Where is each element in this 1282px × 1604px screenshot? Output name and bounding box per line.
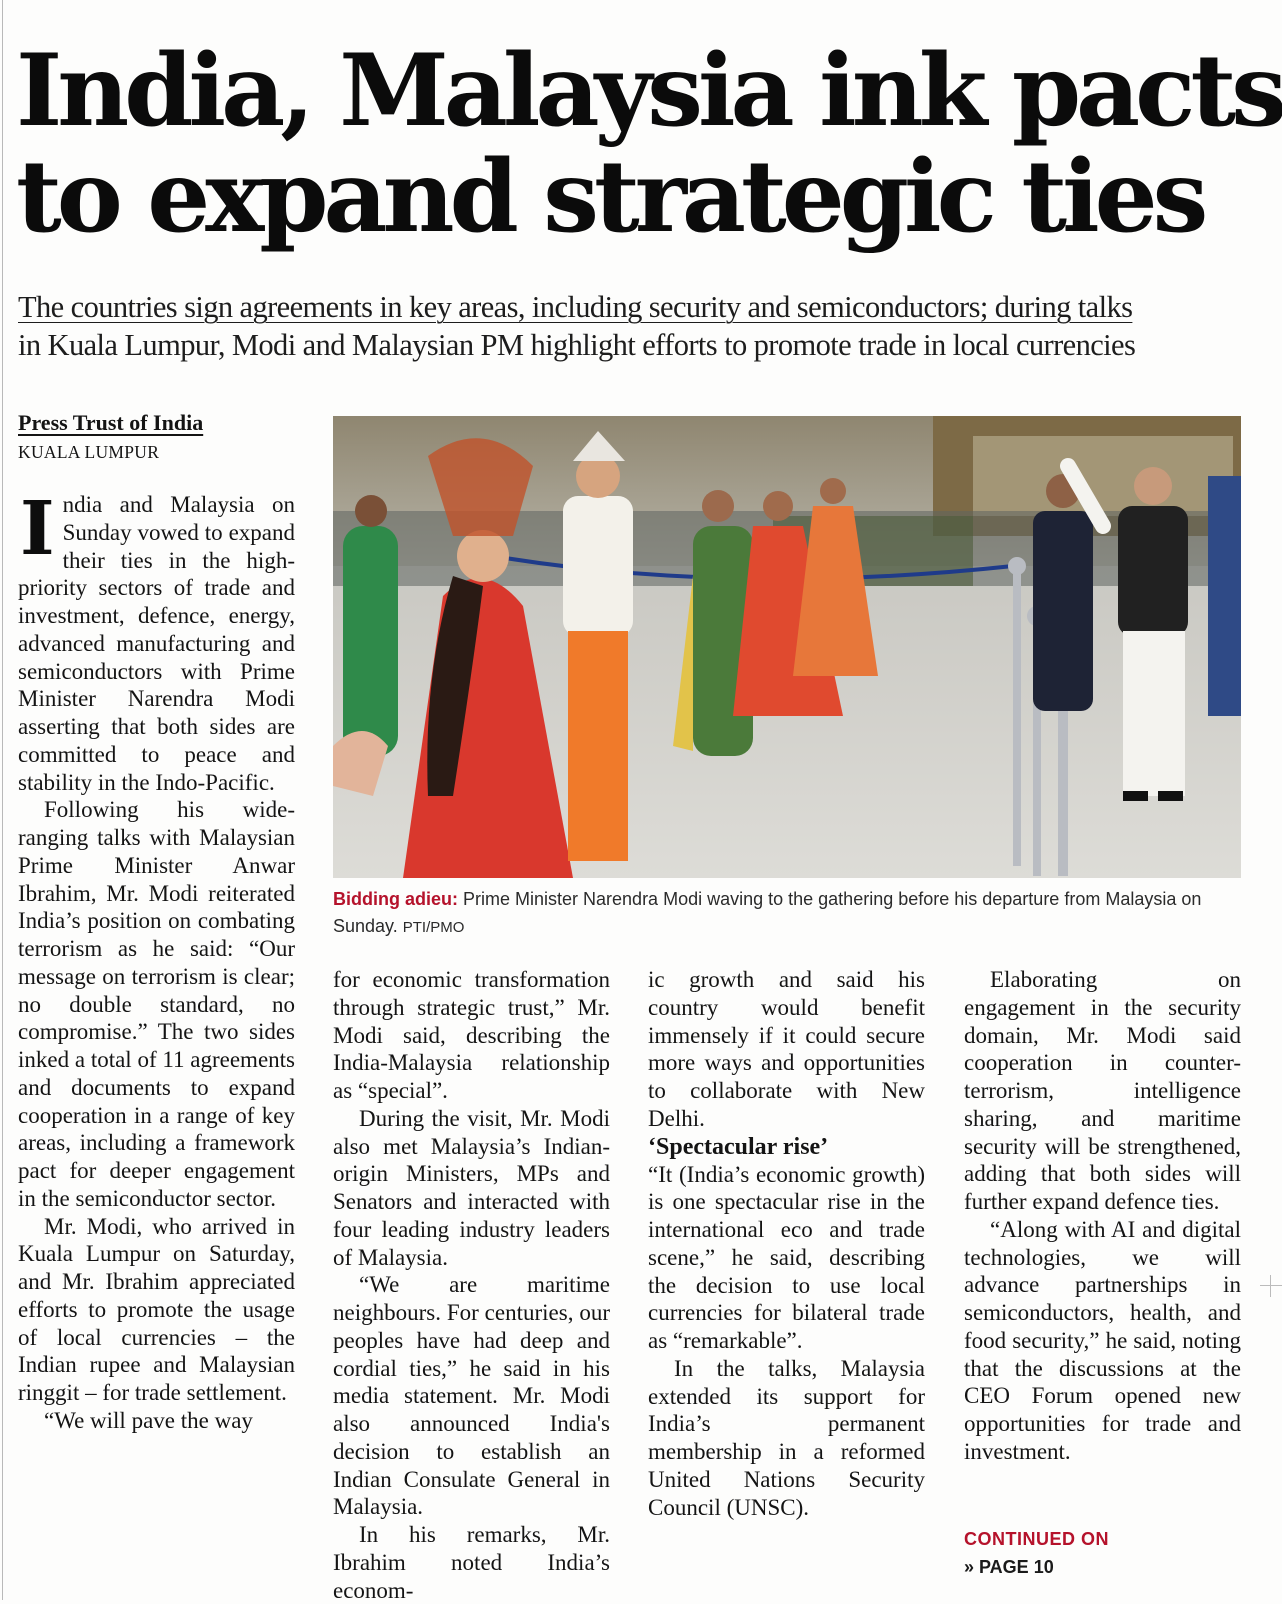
deck-line-2: in Kuala Lumpur, Modi and Malaysian PM highlight efforts to promote trade in local currencies: [18, 328, 1136, 362]
news-photo: [333, 416, 1241, 878]
headline-line-2: to expand strategic ties: [16, 139, 1204, 255]
caption-lead: Bidding adieu:: [333, 889, 458, 909]
article-paragraph-11: “Along with AI and digital technologies, we will advance partnerships in semiconductors, health, and food security,” he said, noting that the discussions at the CEO Forum opened new opportunities for trade and investment.: [964, 1216, 1241, 1464]
article-column-1: [18, 486, 295, 1435]
article-paragraph-7-start: In his remarks, Mr. Ibrahim noted India’s econom-: [333, 1522, 610, 1603]
article-paragraph-7-end: ic growth and said his country would benefit immensely if it could secure more ways and opportunities to collaborate with New Delhi.: [648, 967, 925, 1131]
continued-label: CONTINUED ON: [964, 1529, 1109, 1549]
deck-line-1: The countries sign agreements in key areas, including security and semiconductors; during talks: [18, 290, 1133, 324]
article-paragraph-3: Mr. Modi, who arrived in Kuala Lumpur on Saturday, and Mr. Ibrahim appreciated efforts to promote the usage of local currencies – the Indian rupee and Malaysian ringgit – for trade settlement.: [18, 1213, 295, 1405]
drop-cap: I: [20, 486, 55, 572]
headline-line-1: India, Malaysia ink pacts: [16, 33, 1282, 149]
subheading: ‘Spectacular rise’: [648, 1133, 829, 1160]
article-paragraph-1: [18, 486, 295, 796]
article-column-4: [964, 966, 1241, 1466]
continued-on[interactable]: [964, 1525, 1109, 1581]
headline: [16, 33, 1282, 255]
dateline: KUALA LUMPUR: [18, 442, 160, 462]
photo-credit: PTI/PMO: [402, 919, 465, 936]
article-paragraph-4-start: “We will pave the way: [44, 1407, 253, 1433]
photo-illustration: [333, 416, 1241, 878]
article-paragraph-2: Following his wide-ranging talks with Malaysian Prime Minister Anwar Ibrahim, Mr. Modi reiterated India’s position on combating terrorism as he said: “Our message on terrorism is clear; no double standard, no compromise.” The two sides inked a total of 11 agreements and documents to expand cooperation in a range of key areas, including a framework pact for deeper engagement in the semiconductor sector.: [18, 797, 295, 1211]
byline: Press Trust of India: [18, 410, 204, 435]
article-paragraph-6: “We are maritime neighbours. For centuries, our peoples have had deep and cordial ties,” he said in his media statement. Mr. Modi also announced India's decision to establish an Indian Consulate General in Malaysia.: [333, 1272, 610, 1520]
page-edge-line: [2, 0, 3, 1600]
article-paragraph-5: During the visit, Mr. Modi also met Malaysia’s Indian-origin Ministers, MPs and Senators and interacted with four leading industry leaders of Malaysia.: [333, 1105, 610, 1270]
article-paragraph-10: Elaborating on engagement in the security domain, Mr. Modi said cooperation in counter-terrorism, intelligence sharing, and maritime security will be strengthened, adding that both sides will further expand defence ties.: [964, 967, 1241, 1214]
article-paragraph-9: In the talks, Malaysia extended its support for India’s permanent membership in a reformed United Nations Security Council (UNSC).: [648, 1355, 925, 1520]
article-column-2: [333, 966, 610, 1604]
article-paragraph-4-end: for economic transformation through strategic trust,” Mr. Modi said, describing the India-Malaysia relationship as “special”.: [333, 967, 610, 1103]
crosshair-mark: [1260, 1275, 1282, 1297]
article-paragraph-8: “It (India’s economic growth) is one spectacular rise in the international eco and trade scene,” he said, describing the decision to use local currencies for bilateral trade as “remarkable”.: [648, 1161, 925, 1353]
continued-page[interactable]: » PAGE 10: [964, 1557, 1054, 1577]
paragraph-text: ndia and Malaysia on Sunday vowed to expand their ties in the high-priority sectors of trade and investment, defence, energy, advanced manufacturing and semiconductors with Prime Minister Narendra Modi asserting that both sides are committed to peace and stability in the Indo-Pacific.: [18, 492, 295, 795]
article-column-3: [648, 966, 925, 1521]
photo-caption: [333, 886, 1238, 941]
deck: [18, 288, 1268, 364]
caption-text: Prime Minister Narendra Modi waving to the gathering before his departure from Malaysia on Sunday.: [333, 889, 1202, 936]
